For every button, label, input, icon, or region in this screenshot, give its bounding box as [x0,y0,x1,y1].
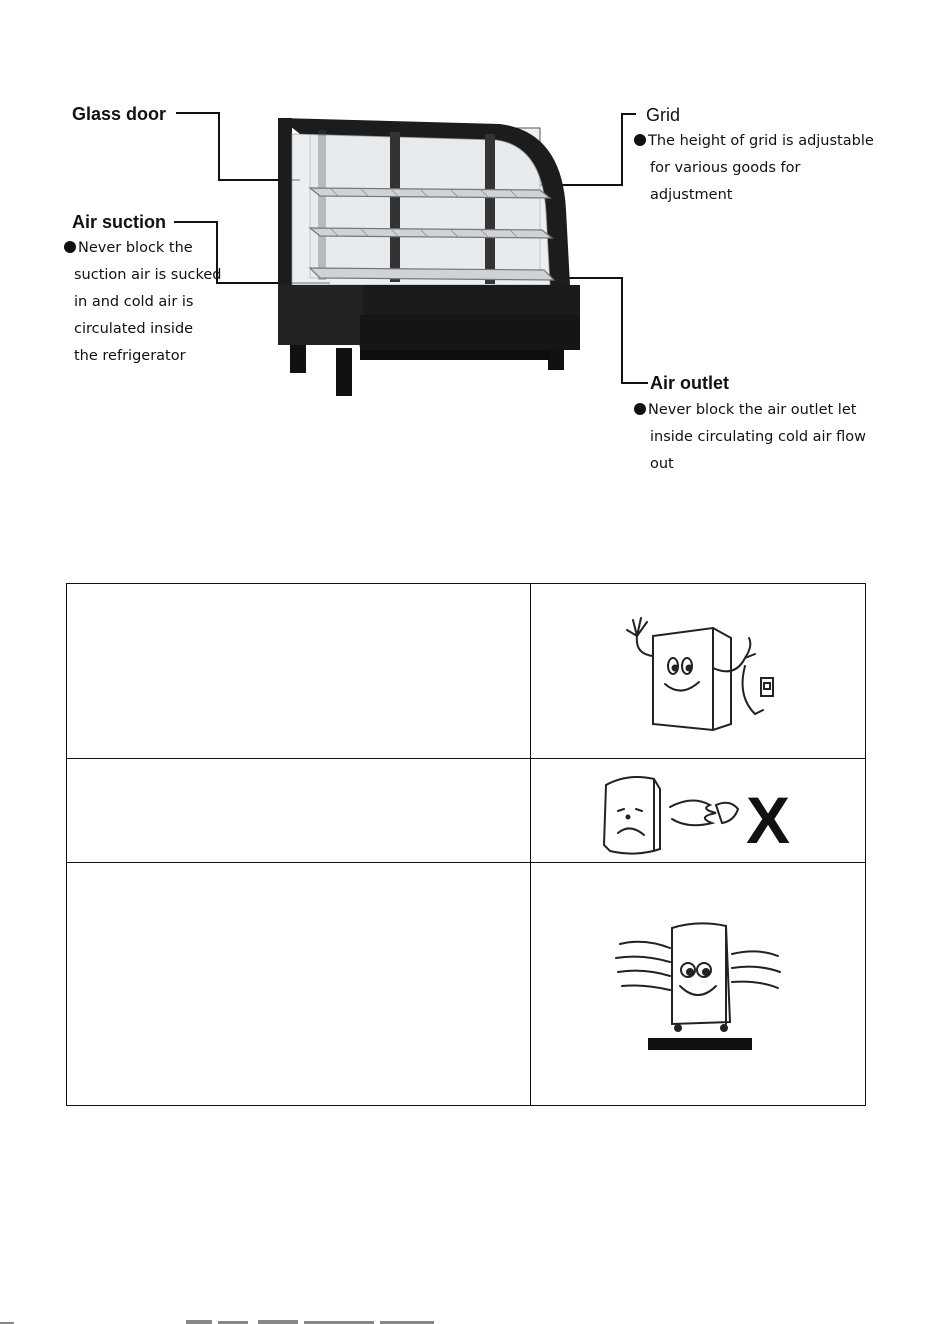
display-fridge-image [270,110,590,405]
table-row [67,759,866,863]
air-suction-line-3: in and cold air is [74,294,194,310]
air-suction-line-2: suction air is sucked [74,267,222,283]
table-cell-image [531,863,866,1106]
fridge-ventilation-clearance-icon [608,914,788,1054]
bullet-icon [634,134,646,146]
glass-door-label: Glass door [72,104,167,124]
grid-line-1: The height of grid is adjustable [648,133,874,149]
table-cell-text [67,759,531,863]
table-row [67,863,866,1106]
air-outlet-line-2: inside circulating cold air flow [650,429,867,445]
air-suction-note [64,235,222,370]
grid-line-2: for various goods for [650,160,801,176]
usage-guidance-table [66,583,866,1106]
air-outlet-line-3: out [650,456,674,472]
table-cell-image [531,584,866,759]
grid-note [634,128,874,209]
grid-line-3: adjustment [650,187,733,203]
air-suction-label: Air suction [72,212,167,232]
happy-fridge-plugged-in-icon [613,606,783,736]
table-cell-image [531,759,866,863]
table-cell-text [67,863,531,1106]
air-suction-line-1: Never block the [78,240,193,256]
air-outlet-note [634,397,866,478]
table-cell-text [67,584,531,759]
air-outlet-label: Air outlet [650,373,729,393]
grid-label: Grid [646,105,681,125]
bullet-icon [634,403,646,415]
table-row [67,584,866,759]
cropped-footer-text [0,1319,933,1324]
air-suction-line-4: circulated inside [74,321,194,337]
prohibited-x-icon: X [746,782,791,857]
bullet-icon [64,241,76,253]
sad-fridge-no-water-spray-icon [588,765,808,857]
air-outlet-line-1: Never block the air outlet let [648,402,857,418]
air-suction-line-5: the refrigerator [74,348,186,364]
